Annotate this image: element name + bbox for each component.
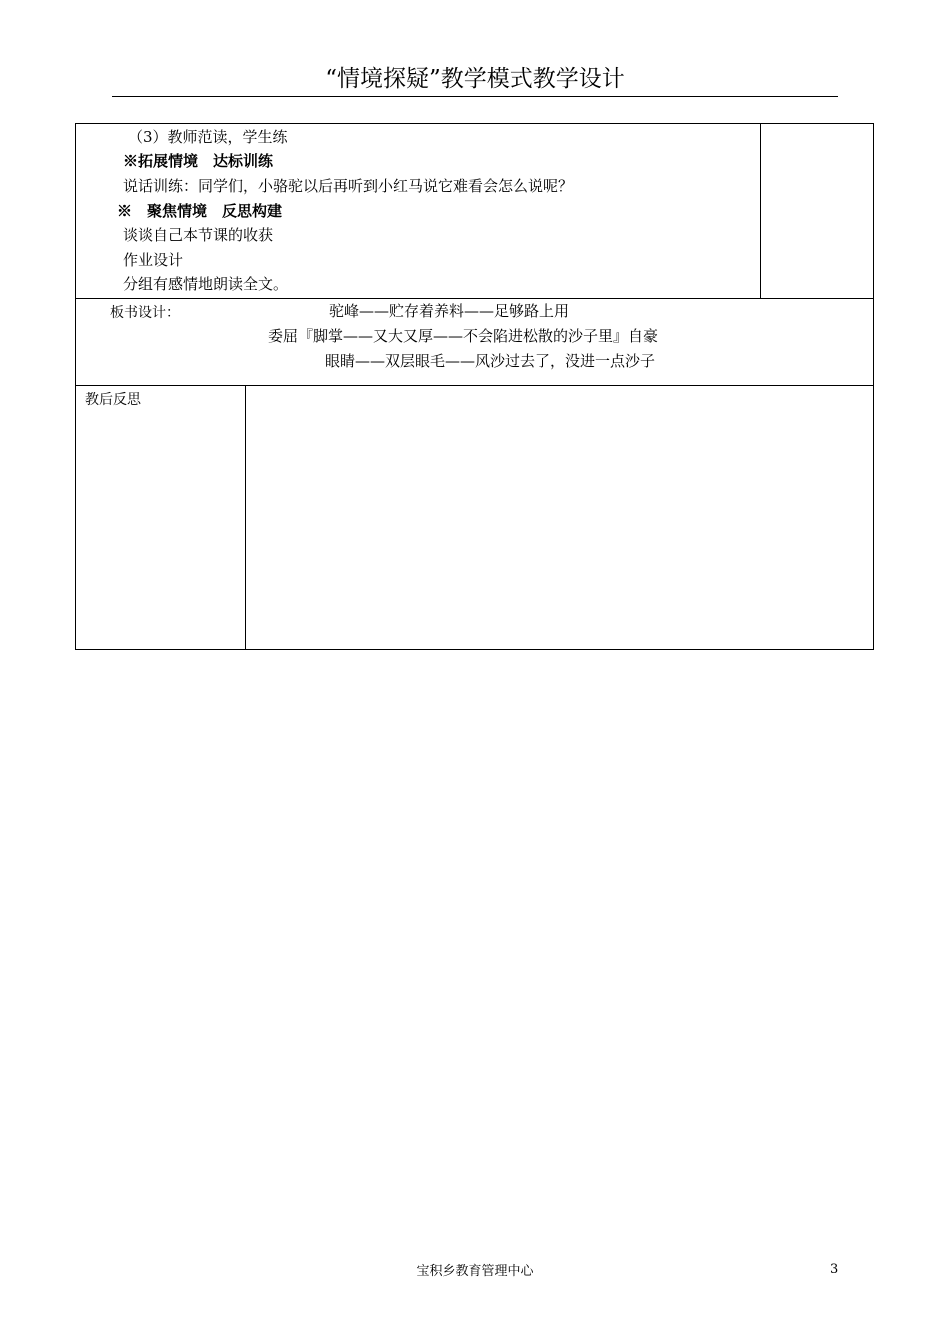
process-line-7: 分组有感情地朗读全文。 — [123, 275, 289, 293]
lesson-table — [75, 123, 874, 650]
board-design-row-3: 眼睛——双层眼毛——风沙过去了，没进一点沙子 — [325, 352, 656, 370]
footer-page-number: 3 — [830, 1262, 839, 1277]
process-line-2: ※拓展情境 达标训练 — [123, 152, 274, 170]
reflection-label-cell — [75, 385, 246, 650]
side-notes-cell — [760, 123, 874, 299]
process-line-5: 谈谈自己本节课的收获 — [123, 226, 274, 244]
reflection-label: 教后反思 — [85, 392, 141, 408]
board-design-row-2: 委屈『脚掌——又大又厚——不会陷进松散的沙子里』自豪 — [268, 327, 659, 345]
process-line-6: 作业设计 — [123, 251, 184, 269]
reflection-content-cell — [245, 385, 874, 650]
page-header-title: “情境探疑”教学模式教学设计 — [325, 66, 625, 92]
page-header-rule — [112, 96, 838, 97]
process-line-1: （3）教师范读，学生练 — [128, 128, 288, 146]
board-design-row-1: 驼峰——贮存着养料——足够路上用 — [329, 302, 570, 320]
footer-organization: 宝积乡教育管理中心 — [416, 1264, 534, 1279]
process-line-3: 说话训练：同学们，小骆驼以后再听到小红马说它难看会怎么说呢？ — [123, 177, 574, 195]
process-line-4: ※ 聚焦情境 反思构建 — [117, 202, 283, 220]
board-design-label: 板书设计： — [110, 305, 180, 321]
